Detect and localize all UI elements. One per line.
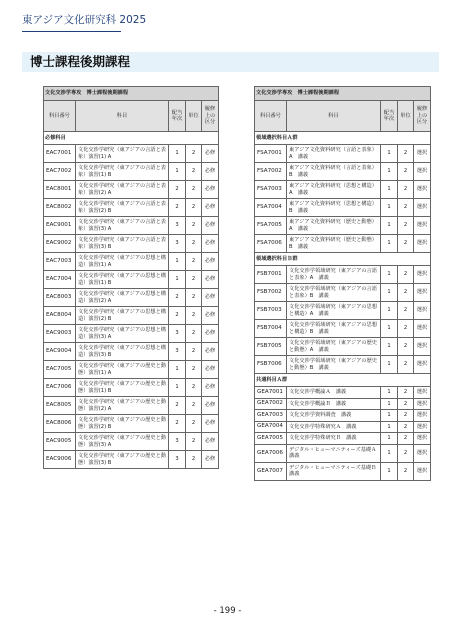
course-credits: 2 (186, 379, 202, 397)
course-code: EAC9005 (44, 433, 76, 451)
table-row (44, 433, 219, 451)
course-title: 文化交渉学研究（東アジアの思想と構造）演習(1) A (76, 253, 169, 271)
course-year: 3 (169, 451, 186, 469)
course-code: FSA7002 (255, 163, 287, 181)
course-code: FSB7001 (255, 266, 287, 284)
course-year: 1 (381, 421, 398, 433)
course-year: 1 (381, 145, 398, 163)
course-year: 1 (381, 462, 398, 480)
table-row (44, 307, 219, 325)
course-credits: 2 (186, 415, 202, 433)
course-year: 1 (381, 433, 398, 445)
course-category: 選択 (414, 145, 431, 163)
table-row (255, 302, 431, 320)
title-header: 科目 (76, 101, 169, 132)
course-credits: 2 (186, 145, 202, 163)
group-header-row (255, 253, 431, 266)
course-year: 1 (169, 163, 186, 181)
right-course-table (254, 86, 431, 481)
course-category: 選択 (414, 387, 431, 399)
course-title: 東アジア文化資料研究（歴史と動態）B 講義 (287, 235, 381, 253)
course-title: 文化交渉学領域研究（東アジアの歴史と動態）B 講義 (287, 356, 381, 374)
table-row (255, 421, 431, 433)
course-title: 文化交渉学研究（東アジアの歴史と動態）演習(3) A (76, 433, 169, 451)
course-title: デジタル・ヒューマニティーズ基礎Ａ 講義 (287, 444, 381, 462)
course-category: 必修 (202, 217, 219, 235)
course-category: 必修 (202, 199, 219, 217)
course-title: 文化交渉学概論Ａ 講義 (287, 387, 381, 399)
category-header: 履修上の区分 (414, 101, 431, 132)
table-row (255, 462, 431, 480)
table-row (255, 320, 431, 338)
table-row (44, 379, 219, 397)
course-category: 選択 (414, 217, 431, 235)
course-year: 3 (169, 343, 186, 361)
table-caption-row (44, 87, 219, 101)
course-credits: 2 (186, 235, 202, 253)
course-code: EAC8005 (44, 397, 76, 415)
title-header: 科目 (287, 101, 381, 132)
table-row (44, 415, 219, 433)
course-credits: 2 (186, 271, 202, 289)
course-year: 1 (169, 271, 186, 289)
course-year: 2 (169, 181, 186, 199)
table-row (255, 163, 431, 181)
course-category: 必修 (202, 253, 219, 271)
course-category: 必修 (202, 343, 219, 361)
course-year: 3 (169, 433, 186, 451)
course-code: EAC7001 (44, 145, 76, 163)
table-row (44, 271, 219, 289)
course-title: 文化交渉学領域研究（東アジアの思想と構造）B 講義 (287, 320, 381, 338)
table-row (255, 145, 431, 163)
table-row (255, 284, 431, 302)
table-row (44, 343, 219, 361)
course-title: 文化交渉学研究（東アジアの歴史と動態）演習(1) A (76, 361, 169, 379)
course-year: 1 (381, 410, 398, 422)
course-title: デジタル・ヒューマニティーズ基礎Ｂ 講義 (287, 462, 381, 480)
course-category: 選択 (414, 410, 431, 422)
course-title: 文化交渉学研究（東アジアの思想と構造）演習(3) A (76, 325, 169, 343)
course-code: FSA7001 (255, 145, 287, 163)
course-code: EAC7004 (44, 271, 76, 289)
course-code: FSB7005 (255, 338, 287, 356)
table-caption: 文化交渉学専攻 博士課程後期課程 (44, 87, 219, 101)
course-code: EAC7003 (44, 253, 76, 271)
course-code: GEA7002 (255, 398, 287, 410)
year-header: 配当年次 (169, 101, 186, 132)
group-label: 必修科目 (44, 132, 219, 145)
course-year: 1 (381, 398, 398, 410)
course-year: 3 (169, 325, 186, 343)
course-year: 3 (169, 235, 186, 253)
year-header: 配当年次 (381, 101, 398, 132)
table-row (44, 253, 219, 271)
course-code: EAC8006 (44, 415, 76, 433)
course-code: GEA7001 (255, 387, 287, 399)
course-category: 必修 (202, 433, 219, 451)
course-category: 必修 (202, 145, 219, 163)
course-code: GEA7006 (255, 444, 287, 462)
credits-header: 単位 (398, 101, 414, 132)
course-category: 選択 (414, 421, 431, 433)
course-code: EAC7002 (44, 163, 76, 181)
course-credits: 2 (398, 462, 414, 480)
course-credits: 2 (186, 451, 202, 469)
table-row (255, 433, 431, 445)
course-credits: 2 (186, 199, 202, 217)
course-category: 選択 (414, 235, 431, 253)
course-code: EAC8003 (44, 289, 76, 307)
course-credits: 2 (186, 343, 202, 361)
course-title: 文化交渉学研究（東アジアの歴史と動態）演習(2) A (76, 397, 169, 415)
table-header-row (44, 101, 219, 132)
page-number: - 199 - (213, 606, 242, 616)
course-title: 東アジア文化資料研究（言語と表象）A 講義 (287, 145, 381, 163)
course-code: GEA7003 (255, 410, 287, 422)
course-credits: 2 (398, 217, 414, 235)
course-code: FSA7005 (255, 217, 287, 235)
table-row (44, 361, 219, 379)
course-title: 文化交渉学領域研究（東アジアの歴史と動態）A 講義 (287, 338, 381, 356)
course-title: 文化交渉学研究（東アジアの歴史と動態）演習(2) B (76, 415, 169, 433)
course-credits: 2 (398, 356, 414, 374)
course-title: 文化交渉学研究（東アジアの思想と構造）演習(1) B (76, 271, 169, 289)
course-credits: 2 (186, 433, 202, 451)
course-category: 必修 (202, 415, 219, 433)
course-category: 必修 (202, 325, 219, 343)
course-code: EAC9006 (44, 451, 76, 469)
course-credits: 2 (186, 361, 202, 379)
course-year: 2 (169, 289, 186, 307)
course-code: EAC9003 (44, 325, 76, 343)
course-category: 選択 (414, 356, 431, 374)
table-caption: 文化交渉学専攻 博士課程後期課程 (255, 87, 431, 101)
table-row (44, 145, 219, 163)
course-credits: 2 (186, 325, 202, 343)
category-header: 履修上の区分 (202, 101, 219, 132)
course-credits: 2 (398, 387, 414, 399)
course-code: EAC7005 (44, 361, 76, 379)
table-row (255, 387, 431, 399)
course-category: 選択 (414, 398, 431, 410)
course-title: 文化交渉学特殊研究Ａ 講義 (287, 421, 381, 433)
course-title: 文化交渉学研究（東アジアの言語と表象）演習(3) B (76, 235, 169, 253)
course-title: 東アジア文化資料研究（思想と構造）B 講義 (287, 199, 381, 217)
course-code: EAC8001 (44, 181, 76, 199)
course-year: 1 (381, 302, 398, 320)
course-title: 文化交渉学概論Ｂ 講義 (287, 398, 381, 410)
course-code: FSB7004 (255, 320, 287, 338)
table-row (44, 181, 219, 199)
course-year: 1 (381, 320, 398, 338)
course-credits: 2 (398, 145, 414, 163)
course-code: GEA7004 (255, 421, 287, 433)
course-year: 1 (381, 444, 398, 462)
course-year: 1 (169, 361, 186, 379)
table-row (255, 444, 431, 462)
table-row (255, 266, 431, 284)
course-year: 1 (169, 145, 186, 163)
course-category: 必修 (202, 181, 219, 199)
course-title: 文化交渉学領域研究（東アジアの言語と表象）B 講義 (287, 284, 381, 302)
course-year: 1 (381, 163, 398, 181)
course-title: 文化交渉学研究（東アジアの言語と表象）演習(1) B (76, 163, 169, 181)
course-title: 文化交渉学領域研究（東アジアの思想と構造）A 講義 (287, 302, 381, 320)
course-category: 選択 (414, 433, 431, 445)
course-code: EAC9001 (44, 217, 76, 235)
course-title: 文化交渉学研究（東アジアの思想と構造）演習(3) B (76, 343, 169, 361)
course-credits: 2 (398, 163, 414, 181)
table-row (44, 451, 219, 469)
course-code: GEA7007 (255, 462, 287, 480)
course-year: 1 (381, 217, 398, 235)
course-credits: 2 (186, 307, 202, 325)
course-category: 選択 (414, 338, 431, 356)
table-header-row (255, 101, 431, 132)
table-row (255, 235, 431, 253)
course-year: 1 (169, 253, 186, 271)
course-credits: 2 (398, 410, 414, 422)
course-code: FSA7004 (255, 199, 287, 217)
course-category: 選択 (414, 462, 431, 480)
course-code: EAC7006 (44, 379, 76, 397)
code-header: 科目番号 (255, 101, 287, 132)
course-category: 選択 (414, 199, 431, 217)
table-row (44, 289, 219, 307)
course-credits: 2 (398, 320, 414, 338)
course-category: 選択 (414, 181, 431, 199)
course-code: EAC9002 (44, 235, 76, 253)
table-row (44, 235, 219, 253)
course-credits: 2 (398, 398, 414, 410)
table-row (255, 199, 431, 217)
table-row (44, 325, 219, 343)
course-credits: 2 (398, 284, 414, 302)
course-year: 3 (169, 217, 186, 235)
course-title: 文化交渉学研究（東アジアの歴史と動態）演習(3) B (76, 451, 169, 469)
course-year: 2 (169, 415, 186, 433)
course-category: 必修 (202, 307, 219, 325)
course-code: FSA7003 (255, 181, 287, 199)
course-year: 1 (381, 387, 398, 399)
course-code: EAC9004 (44, 343, 76, 361)
course-code: FSB7002 (255, 284, 287, 302)
course-credits: 2 (186, 163, 202, 181)
course-category: 必修 (202, 163, 219, 181)
course-category: 必修 (202, 361, 219, 379)
group-label: 領域選択科目Ｂ群 (255, 253, 431, 266)
table-caption-row (255, 87, 431, 101)
course-credits: 2 (186, 397, 202, 415)
course-credits: 2 (398, 444, 414, 462)
course-category: 必修 (202, 289, 219, 307)
table-row (44, 397, 219, 415)
table-row (255, 356, 431, 374)
course-credits: 2 (398, 302, 414, 320)
course-code: EAC8004 (44, 307, 76, 325)
course-credits: 2 (398, 338, 414, 356)
course-category: 必修 (202, 235, 219, 253)
course-category: 選択 (414, 163, 431, 181)
course-category: 選択 (414, 444, 431, 462)
course-title: 文化交渉学研究（東アジアの思想と構造）演習(2) A (76, 289, 169, 307)
course-category: 選択 (414, 302, 431, 320)
section-title: 博士課程後期課程 (30, 54, 131, 69)
course-title: 文化交渉学資料調査 講義 (287, 410, 381, 422)
course-title: 文化交渉学研究（東アジアの言語と表象）演習(3) A (76, 217, 169, 235)
table-row (255, 338, 431, 356)
course-year: 2 (169, 199, 186, 217)
course-year: 1 (381, 356, 398, 374)
course-credits: 2 (398, 433, 414, 445)
course-category: 選択 (414, 266, 431, 284)
course-credits: 2 (186, 181, 202, 199)
course-year: 1 (381, 266, 398, 284)
course-credits: 2 (186, 253, 202, 271)
course-title: 東アジア文化資料研究（思想と構造）A 講義 (287, 181, 381, 199)
running-head-rule (22, 31, 121, 32)
code-header: 科目番号 (44, 101, 76, 132)
table-row (255, 217, 431, 235)
course-code: EAC8002 (44, 199, 76, 217)
course-title: 文化交渉学研究（東アジアの言語と表象）演習(2) A (76, 181, 169, 199)
course-credits: 2 (398, 181, 414, 199)
course-credits: 2 (398, 421, 414, 433)
table-row (44, 199, 219, 217)
course-title: 東アジア文化資料研究（言語と表象）B 講義 (287, 163, 381, 181)
table-row (255, 398, 431, 410)
course-title: 東アジア文化資料研究（歴史と動態）A 講義 (287, 217, 381, 235)
course-credits: 2 (186, 217, 202, 235)
table-row (255, 181, 431, 199)
course-year: 1 (381, 181, 398, 199)
course-credits: 2 (398, 266, 414, 284)
course-title: 文化交渉学特殊研究Ｂ 講義 (287, 433, 381, 445)
course-code: FSB7006 (255, 356, 287, 374)
running-head: 東アジア文化研究科 2025 (22, 14, 147, 26)
course-title: 文化交渉学研究（東アジアの歴史と動態）演習(1) B (76, 379, 169, 397)
table-row (44, 163, 219, 181)
credits-header: 単位 (186, 101, 202, 132)
group-header-row (255, 374, 431, 387)
course-code: FSA7006 (255, 235, 287, 253)
course-year: 1 (381, 199, 398, 217)
course-year: 1 (381, 284, 398, 302)
course-category: 選択 (414, 320, 431, 338)
course-category: 選択 (414, 284, 431, 302)
group-header-row (44, 132, 219, 145)
course-code: FSB7003 (255, 302, 287, 320)
course-year: 1 (169, 379, 186, 397)
course-credits: 2 (398, 235, 414, 253)
course-category: 必修 (202, 271, 219, 289)
course-code: GEA7005 (255, 433, 287, 445)
course-title: 文化交渉学研究（東アジアの言語と表象）演習(1) A (76, 145, 169, 163)
table-row (255, 410, 431, 422)
group-header-row (255, 132, 431, 145)
course-year: 2 (169, 397, 186, 415)
course-year: 1 (381, 338, 398, 356)
table-row (44, 217, 219, 235)
group-label: 領域選択科目Ａ群 (255, 132, 431, 145)
course-credits: 2 (398, 199, 414, 217)
left-course-table (43, 86, 219, 469)
course-title: 文化交渉学領域研究（東アジアの言語と表象）A 講義 (287, 266, 381, 284)
course-category: 必修 (202, 451, 219, 469)
course-year: 1 (381, 235, 398, 253)
course-category: 必修 (202, 397, 219, 415)
group-label: 共通科目Ａ群 (255, 374, 431, 387)
course-credits: 2 (186, 289, 202, 307)
course-title: 文化交渉学研究（東アジアの言語と表象）演習(2) B (76, 199, 169, 217)
course-title: 文化交渉学研究（東アジアの思想と構造）演習(2) B (76, 307, 169, 325)
course-year: 2 (169, 307, 186, 325)
course-category: 必修 (202, 379, 219, 397)
